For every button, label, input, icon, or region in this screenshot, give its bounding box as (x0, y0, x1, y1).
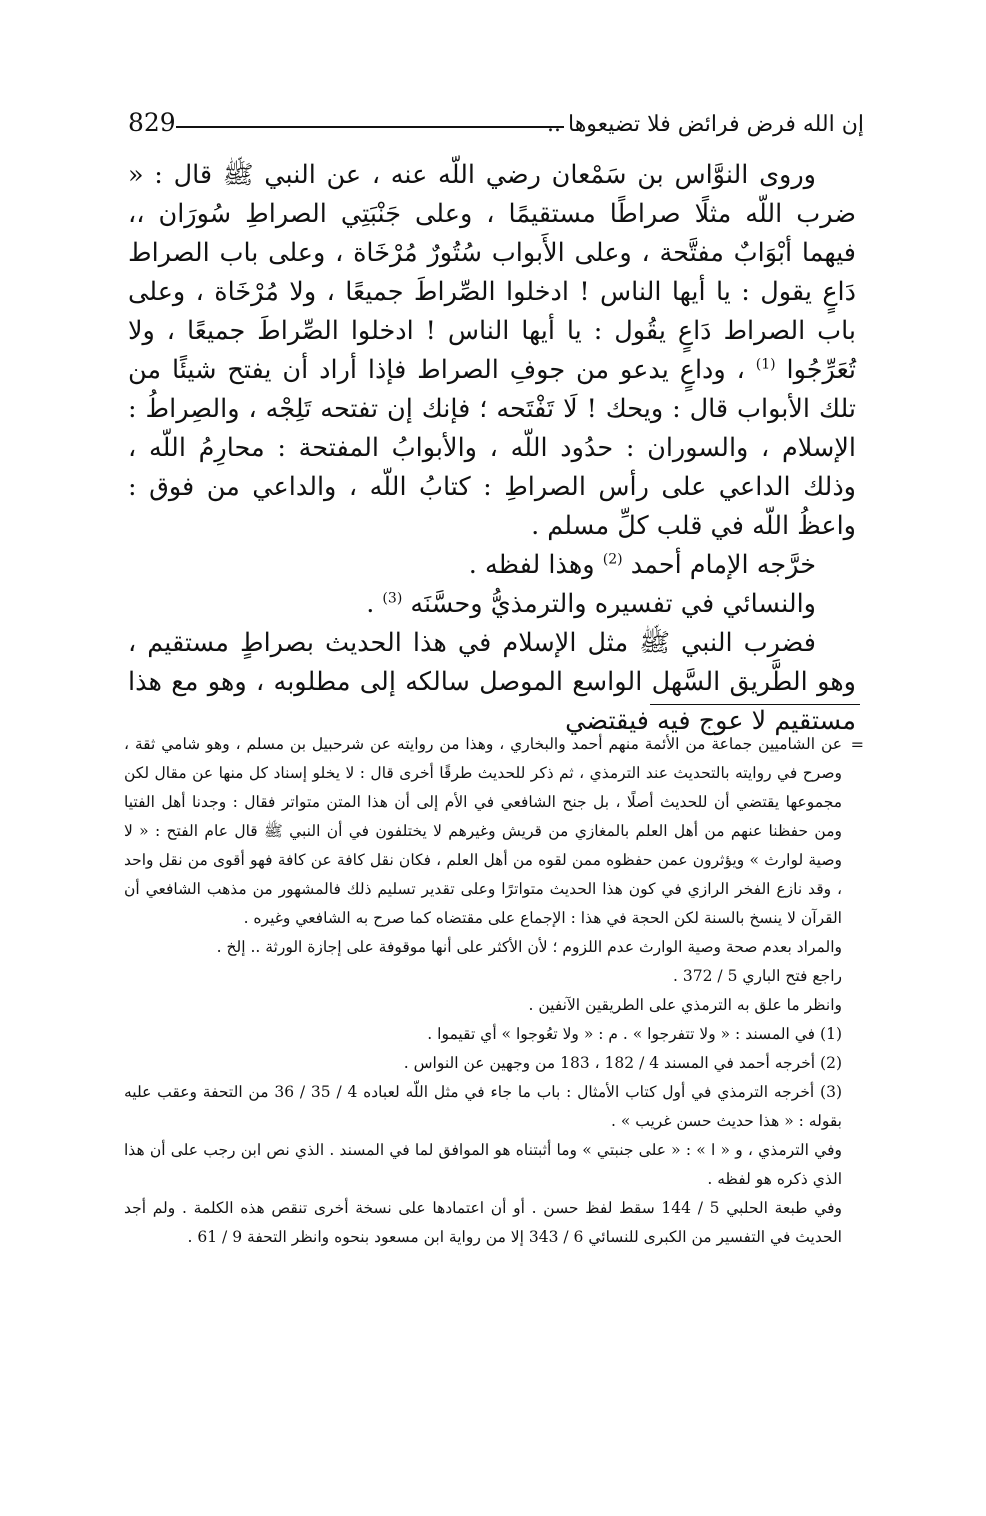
footnote-line: عن الشاميين جماعة من الأئمة منهم أحمد والبخاري ، وهذا من روايته عن شرحبيل بن مسلم ، وهو شامي ثقة ، وصرح في روايته بالتحديث عند الترمذي ، ثم ذكر للحديث طرقًا أخرى قال : لا يخلو إسناد كل منها عن مقال لكن مجموعها يقتضي أن للحديث أصلًا ، بل جنح الشافعي في الأم إلى أن هذا المتن متواتر فقال : وجدنا أهل الفتيا ومن حفظنا عنهم من أهل العلم بالمغازي من قريش وغيرهم لا يختلفون في أن النبي ﷺ قال عام الفتح : « لا وصية لوارث » ويؤثرون عمن حفظوه ممن لقوه من أهل العلم ، فكان نقل كافة عن كافة فهو أقوى من نقل واحد ، وقد نازع الفخر الرازي في كون هذا الحديث متواترًا وعلى تقدير تسليم ذلك فالمشهور من مذهب الشافعي أن القرآن لا ينسخ بالسنة لكن الحجة في هذا : الإجماع على مقتضاه كما صرح به الشافعي وغيره . (124, 735, 842, 927)
body-paragraph: خرَّجه الإمام أحمد $^{(2)}$ وهذا لفظه . (468, 550, 816, 580)
body-paragraph: فضرب النبي ﷺ مثل الإسلام في هذا الحديث بصراطٍ مستقيم ، وهو الطَّريق السَّهل الواسع الموصل سالكه إلى مطلوبه ، وهو مع هذا مستقيم لا عوج فيه فيقتضي (128, 628, 856, 736)
footnote-line: راجع فتح الباري 5 / 372 . (673, 967, 842, 985)
footnote-3: (3) أخرجه الترمذي في أول كتاب الأمثال : باب ما جاء في مثل اللّه لعباده 4 / 35 / 36 من التحفة وعقب عليه بقوله : « هذا حديث حسن غريب » . (124, 1083, 842, 1130)
footnote-ref: (1) (755, 356, 776, 373)
running-header (128, 108, 864, 148)
body-paragraph: وروى النوَّاس بن سَمْعان رضي اللّه عنه ، عن النبي ﷺ قال : « ضرب اللّه مثلًا صراطًا مستقيمًا ، وعلى جَنْبَتِي الصراطِ سُورَان ،، فيهما أبْوَابٌ مفتَّحة ، وعلى الأَبواب سُتُورٌ مُرْخَاة ، وعلى باب الصراط دَاعٍ يقول : يا أيها الناس ! ادخلوا الصِّراطَ جميعًا ، ولا مُرْخَاة ، وعلى باب الصراط دَاعٍ يقُول : يا أيها الناس ! ادخلوا الصِّراطَ جميعًا ، ولا تُعَرِّجُوا $^{(1)}$ ، وداعٍ يدعو من جوفِ الصراط فإذا أراد أن يفتح شيئًا من تلك الأبواب قال : ويحك ! لَا تَفْتَحه ؛ فإنك إن تفتحه تَلِجْه ، والصِراطُ : الإسلام ، والسوران : حدُود اللّه ، والأبوابُ المفتحة : محارِمُ اللّه ، وذلك الداعي على رأس الصراطِ : كتابُ اللّه ، والداعي من فوق : واعظُ اللّه في قلب كلِّ مسلم . (128, 160, 857, 541)
running-title: إن الله فرض فرائض فلا تضيعوها .. (547, 112, 864, 137)
page-number: 829 (128, 108, 176, 137)
footnote-separator (650, 704, 860, 705)
footnote-line: وانظر ما علق به الترمذي على الطريقين الآنفين . (528, 996, 842, 1014)
continuation-marker: = (850, 735, 864, 754)
footnotes (124, 730, 864, 1252)
footnote-ref: (3) (382, 590, 403, 607)
footnote-line: وفي طبعة الحلبي 5 / 144 سقط لفظ حسن . أو أن اعتمادها على نسخة أخرى تنقص هذه الكلمة . ولم أجد الحديث في التفسير من الكبرى للنسائي 6 / 343 إلا من رواية ابن مسعود بنحوه وانظر التحفة 9 / 61 . (124, 1199, 842, 1246)
footnote-ref: (2) (602, 551, 623, 568)
footnote-line: والمراد بعدم صحة وصية الوارث عدم اللزوم ؛ لأن الأكثر على أنها موقوفة على إجازة الورثة .. إلخ . (216, 938, 842, 956)
main-text (128, 156, 856, 741)
footnote-1: (1) في المسند : « ولا تتفرجوا » . م : « ولا تعُوجوا » أي تقيموا . (427, 1025, 842, 1043)
footnote-line: وفي الترمذي ، و « ا » : « على جنبتي » وما أثبتناه هو الموافق لما في المسند . الذي نص ابن رجب على أن هذا الذي ذكره هو لفظه . (124, 1141, 842, 1188)
footnote-2: (2) أخرجه أحمد في المسند 4 / 182 ، 183 من وجهين عن النواس . (403, 1054, 842, 1072)
header-rule (176, 126, 564, 128)
body-paragraph: والنسائي في تفسيره والترمذيُّ وحسَّنَه $^{(3)}$ . (366, 589, 816, 619)
